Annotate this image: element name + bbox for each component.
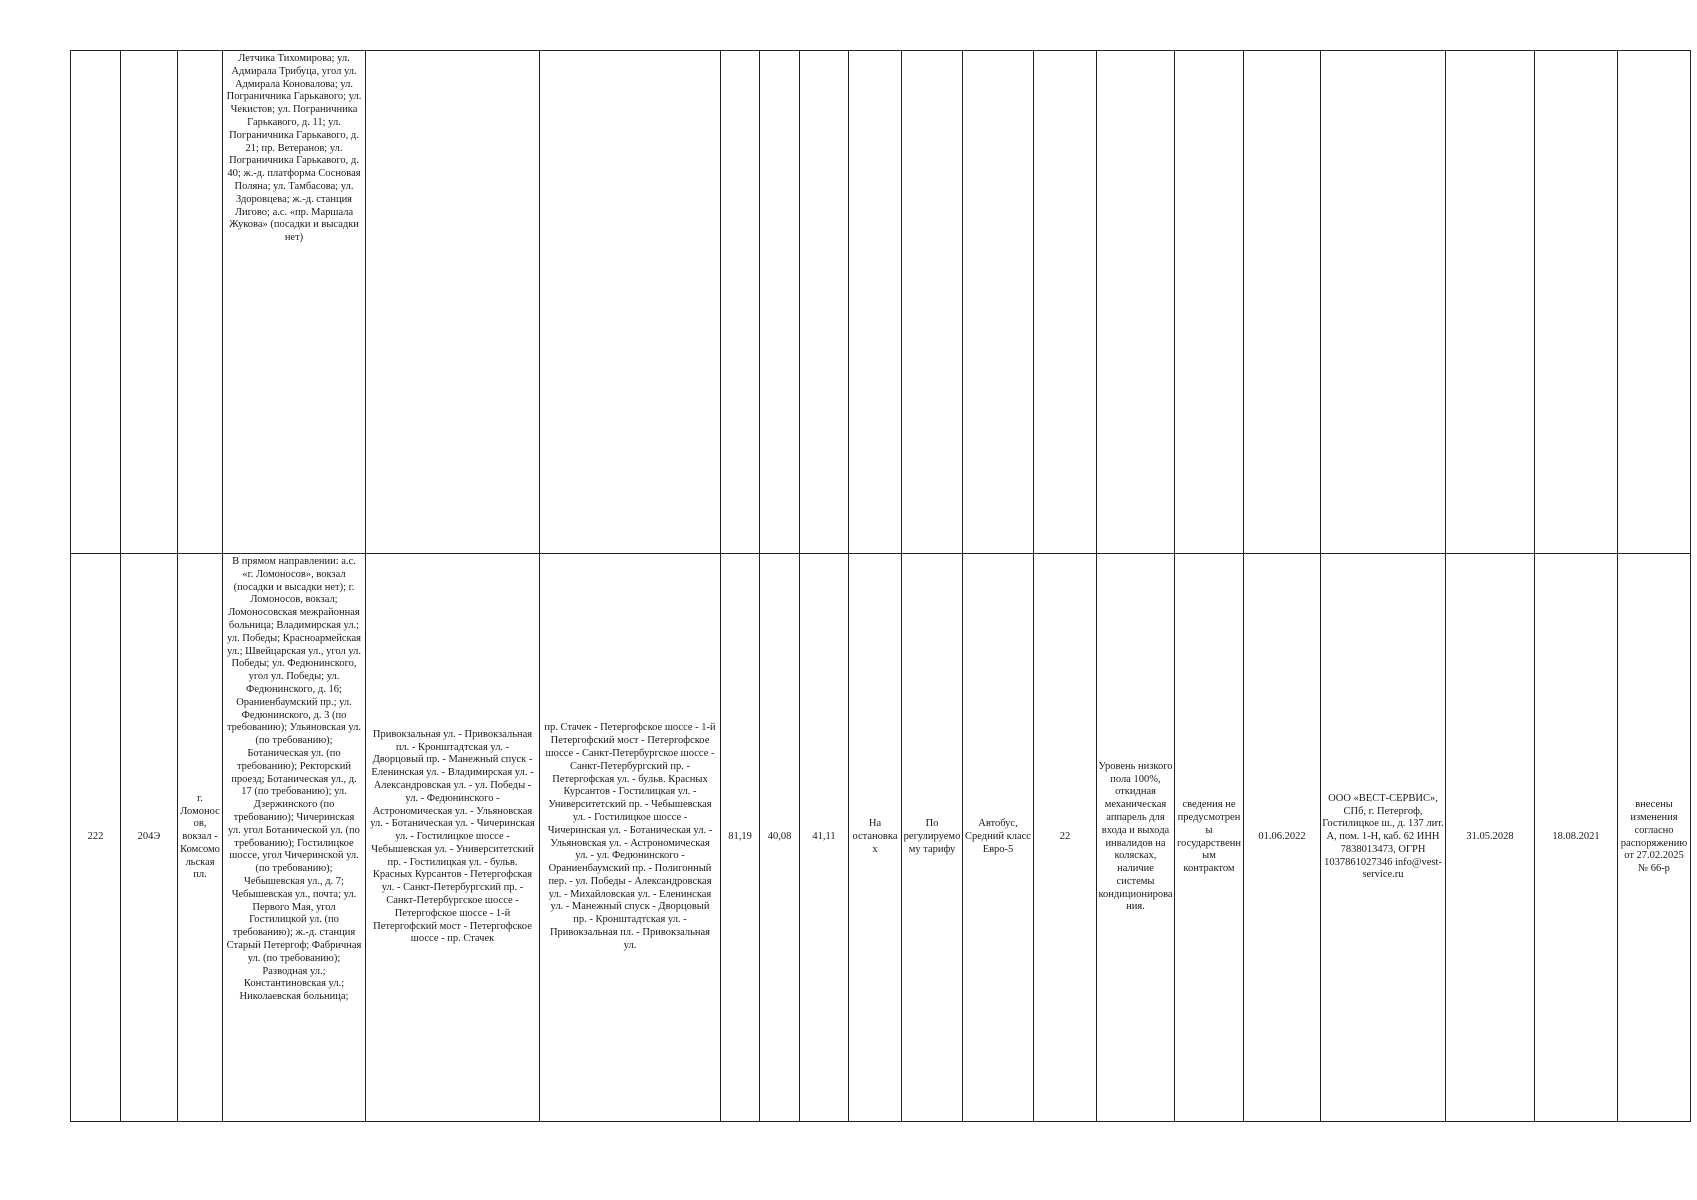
tariff-cell [902,51,963,554]
vehicle-cell: Автобус, Средний класс Евро-5 [963,554,1034,1122]
end-date-cell: 31.05.2028 [1446,554,1535,1122]
end-date-cell [1446,51,1535,554]
length-forward-cell: 81,19 [721,554,760,1122]
length-backward-cell: 40,08 [760,554,800,1122]
backward-streets-cell [540,51,721,554]
stops-cell: В прямом направлении: а.с. «г. Ломоносов», вокзал (посадки и высадки нет); г. Ломоносов, вокзал; Ломоносовская межрайонная больница; Владимирская ул.; ул. Победы; Красноармейская ул.; Швейцарская ул., угол ул. Победы; ул. Федюнинского, угол ул. Победы; ул. Федюнинского, д. 16; Ораниенбаумский пр.; ул. Федюнинского, д. 3 (по требованию); Ульяновская ул. (по требованию); Ботаническая ул. (по требованию); Ректорский проезд; Ботаническая ул., д. 17 (по требованию); ул. Дзержинского (по требованию); Чичеринская ул. угол Ботанической ул. (по требованию); Гостилицкое шоссе, угол Чичеринской ул. (по требованию); Чебышевская ул., д. 7; Чебышевская ул., почта; ул. Первого Мая, угол Гостилицкой ул. (по требованию); ж.-д. станция Старый Петергоф; Фабричная ул. (по требованию); Разводная ул.; Константиновская ул.; Николаевская больница; [223,554,366,1122]
registration-number-cell [121,51,178,554]
start-date-cell: 01.06.2022 [1244,554,1321,1122]
route-name-cell: г. Ломоносов, вокзал - Комсомольская пл. [178,554,223,1122]
note-cell [1618,51,1691,554]
carrier-cell: ООО «ВЕСТ-СЕРВИС», СПб, г. Петергоф, Гостилицкое ш., д. 137 лит. А, пом. 1-Н, каб. 62 ИНН 7838013473, ОГРН 1037861027346 info@vest-service.ru [1321,554,1446,1122]
change-date-cell: 18.08.2021 [1535,554,1618,1122]
start-date-cell [1244,51,1321,554]
vehicle-count-cell: 22 [1034,554,1097,1122]
route-number-cell [71,51,121,554]
subsidy-cell: сведения не предусмотрены государственным контрактом [1175,554,1244,1122]
carrier-cell [1321,51,1446,554]
length-forward-cell [721,51,760,554]
change-date-cell [1535,51,1618,554]
tariff-cell: По регулируемому тарифу [902,554,963,1122]
route-registry-table [70,50,1691,1122]
characteristics-cell [1097,51,1175,554]
note-cell: внесены изменения согласно распоряжению от 27.02.2025 № 66-р [1618,554,1691,1122]
length-backward-cell [760,51,800,554]
backward-streets-cell: пр. Стачек - Петергофское шоссе - 1-й Петергофский мост - Петергофское шоссе - Санкт-Петербургское шоссе - Санкт-Петербургский пр. - Петергофская ул. - бульв. Красных Курсантов - Гостилицкая ул. - Университетский пр. - Чебышевская ул. - Гостилицкое шоссе - Чичеринская ул. - Ботаническая ул. - Ульяновская ул. - Астрономическая ул. - ул. Федюнинского - Ораниенбаумский пр. - Полигонный пер. - ул. Победы - Александровская ул. - Михайловская ул. - Еленинская ул. - Манежный спуск - Дворцовый пр. - Кронштадтская ул. - Привокзальная пл. - Привокзальная ул. [540,554,721,1122]
length-total-cell [800,51,849,554]
table-row [71,554,1691,1122]
forward-streets-cell: Привокзальная ул. - Привокзальная пл. - Кронштадтская ул. - Дворцовый пр. - Манежный спуск - Еленинская ул. - Владимирская ул. - Александровская ул. - ул. Победы - ул. - Федюнинского - Астрономическая ул. - Ульяновская ул. - Ботаническая ул. - Чичеринская ул. - Гостилицкое шоссе - Чебышевская ул. - Университетский пр. - Гостилицкая ул. - бульв. Красных Курсантов - Петергофская ул. - Санкт-Петербургский пр. - Санкт-Петербургское шоссе - Петергофское шоссе - 1-й Петергофский мост - Петергофское шоссе - пр. Стачек [366,554,540,1122]
table-row [71,51,1691,554]
registration-number-cell: 204Э [121,554,178,1122]
stops-cell: Летчика Тихомирова; ул. Адмирала Трибуца, угол ул. Адмирала Коновалова; ул. Пограничника Гарькавого; ул. Чекистов; ул. Пограничника Гарькавого, д. 11; ул. Пограничника Гарькавого, д. 21; пр. Ветеранов; ул. Пограничника Гарькавого, д. 40; ж.-д. платформа Сосновая Поляна; ул. Тамбасова; ул. Здоровцева; ж.-д. станция Лигово; а.с. «пр. Маршала Жукова» (посадки и высадки нет) [223,51,366,554]
characteristics-cell: Уровень низкого пола 100%, откидная механическая аппарель для входа и выхода инвалидов на колясках, наличие системы кондиционирования. [1097,554,1175,1122]
length-total-cell: 41,11 [800,554,849,1122]
route-name-cell [178,51,223,554]
stop-order-cell: На остановках [849,554,902,1122]
route-number-cell: 222 [71,554,121,1122]
stop-order-cell [849,51,902,554]
vehicle-cell [963,51,1034,554]
forward-streets-cell [366,51,540,554]
subsidy-cell [1175,51,1244,554]
vehicle-count-cell [1034,51,1097,554]
